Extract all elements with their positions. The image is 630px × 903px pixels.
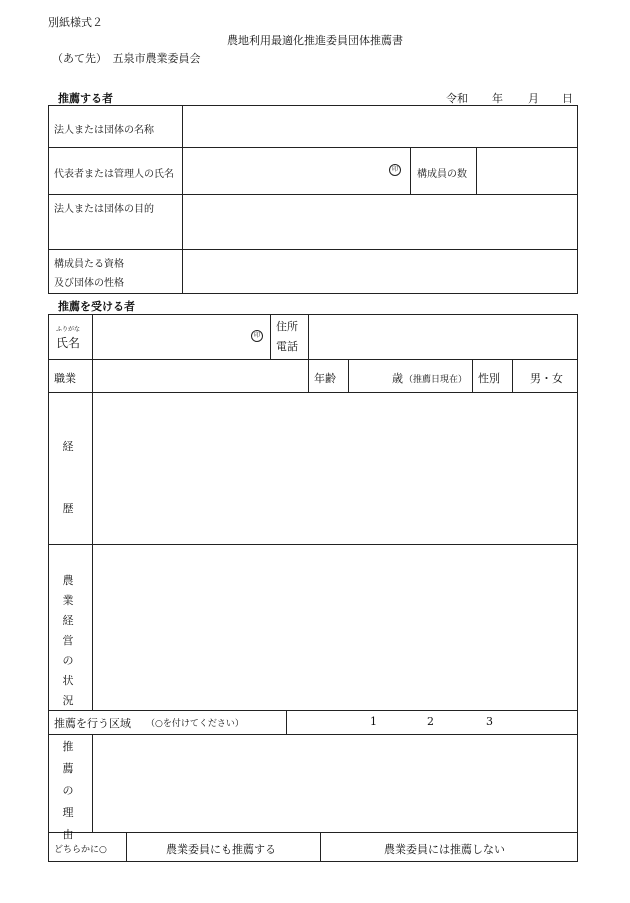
area-label: 推薦を行う区域 (54, 717, 131, 730)
age-unit: 歳 (392, 372, 403, 385)
reason-char: 理 (62, 806, 74, 819)
phone-label: 電話 (276, 340, 298, 353)
reason-char: 由 (62, 828, 74, 841)
qualification-field[interactable] (184, 251, 576, 292)
furigana-label: ふりがな (56, 326, 81, 333)
member-count-label: 構成員の数 (417, 169, 467, 180)
purpose-field[interactable] (184, 196, 576, 247)
farming-char: の (62, 654, 74, 667)
area-option-3[interactable]: 3 (486, 715, 493, 728)
sex-options[interactable]: 男・女 (530, 372, 563, 385)
area-option-1[interactable]: 1 (370, 715, 377, 728)
age-label: 年齢 (314, 372, 336, 385)
date-year: 年 (492, 92, 503, 105)
date-day: 日 (562, 92, 573, 105)
name-field[interactable] (94, 316, 244, 357)
sex-label: 性別 (478, 372, 500, 385)
reason-char: 推 (62, 740, 74, 753)
reason-field[interactable] (94, 736, 576, 830)
address-phone-field[interactable] (310, 316, 576, 357)
rep-name-label: 代表者または管理人の氏名 (54, 169, 174, 180)
area-note: （○を付けてください） (146, 719, 244, 729)
member-count-field[interactable] (478, 149, 576, 192)
farming-char: 経 (62, 614, 74, 627)
career-label (56, 438, 80, 516)
reason-label (56, 738, 80, 842)
farming-char: 業 (62, 594, 74, 607)
purpose-label: 法人または団体の目的 (54, 204, 154, 215)
rep-name-field[interactable] (184, 149, 404, 192)
career-field[interactable] (94, 394, 576, 542)
form-number: 別紙様式２ (48, 16, 103, 29)
rep-seal-mark: 印 (389, 164, 401, 176)
farming-char: 営 (62, 634, 74, 647)
farming-status-field[interactable] (94, 546, 576, 708)
farming-status-label (56, 572, 80, 708)
date-month: 月 (528, 92, 539, 105)
addressee: （あて先） 五泉市農業委員会 (52, 52, 201, 65)
page-title: 農地利用最適化推進委員団体推薦書 (227, 34, 403, 47)
occupation-label: 職業 (54, 372, 76, 385)
reason-char: の (62, 784, 74, 797)
farming-char: 農 (62, 574, 74, 587)
org-name-field[interactable] (184, 107, 576, 145)
career-char: 経 (62, 440, 74, 453)
choice-recommend-no[interactable]: 農業委員には推薦しない (384, 843, 505, 856)
address-label: 住所 (276, 320, 298, 333)
nominee-seal-mark: 印 (251, 330, 263, 342)
nominee-section-title: 推薦を受ける者 (58, 300, 135, 313)
qualification-label-1: 構成員たる資格 (54, 259, 124, 270)
farming-char: 況 (62, 694, 74, 707)
farming-char: 状 (62, 674, 74, 687)
area-option-2[interactable]: 2 (427, 715, 434, 728)
occupation-field[interactable] (94, 361, 306, 390)
reason-char: 薦 (62, 762, 74, 775)
qualification-label-2: 及び団体の性格 (54, 278, 124, 289)
age-field[interactable] (350, 361, 390, 390)
choice-label: どちらかに○ (54, 845, 107, 855)
recommender-section-title: 推薦する者 (58, 92, 113, 105)
org-name-label: 法人または団体の名称 (54, 125, 154, 136)
age-note: （推薦日現在） (404, 375, 468, 385)
career-char: 歴 (62, 502, 74, 515)
name-label: 氏名 (56, 336, 81, 350)
date-era: 令和 (446, 92, 468, 105)
choice-recommend-yes[interactable]: 農業委員にも推薦する (166, 843, 276, 856)
